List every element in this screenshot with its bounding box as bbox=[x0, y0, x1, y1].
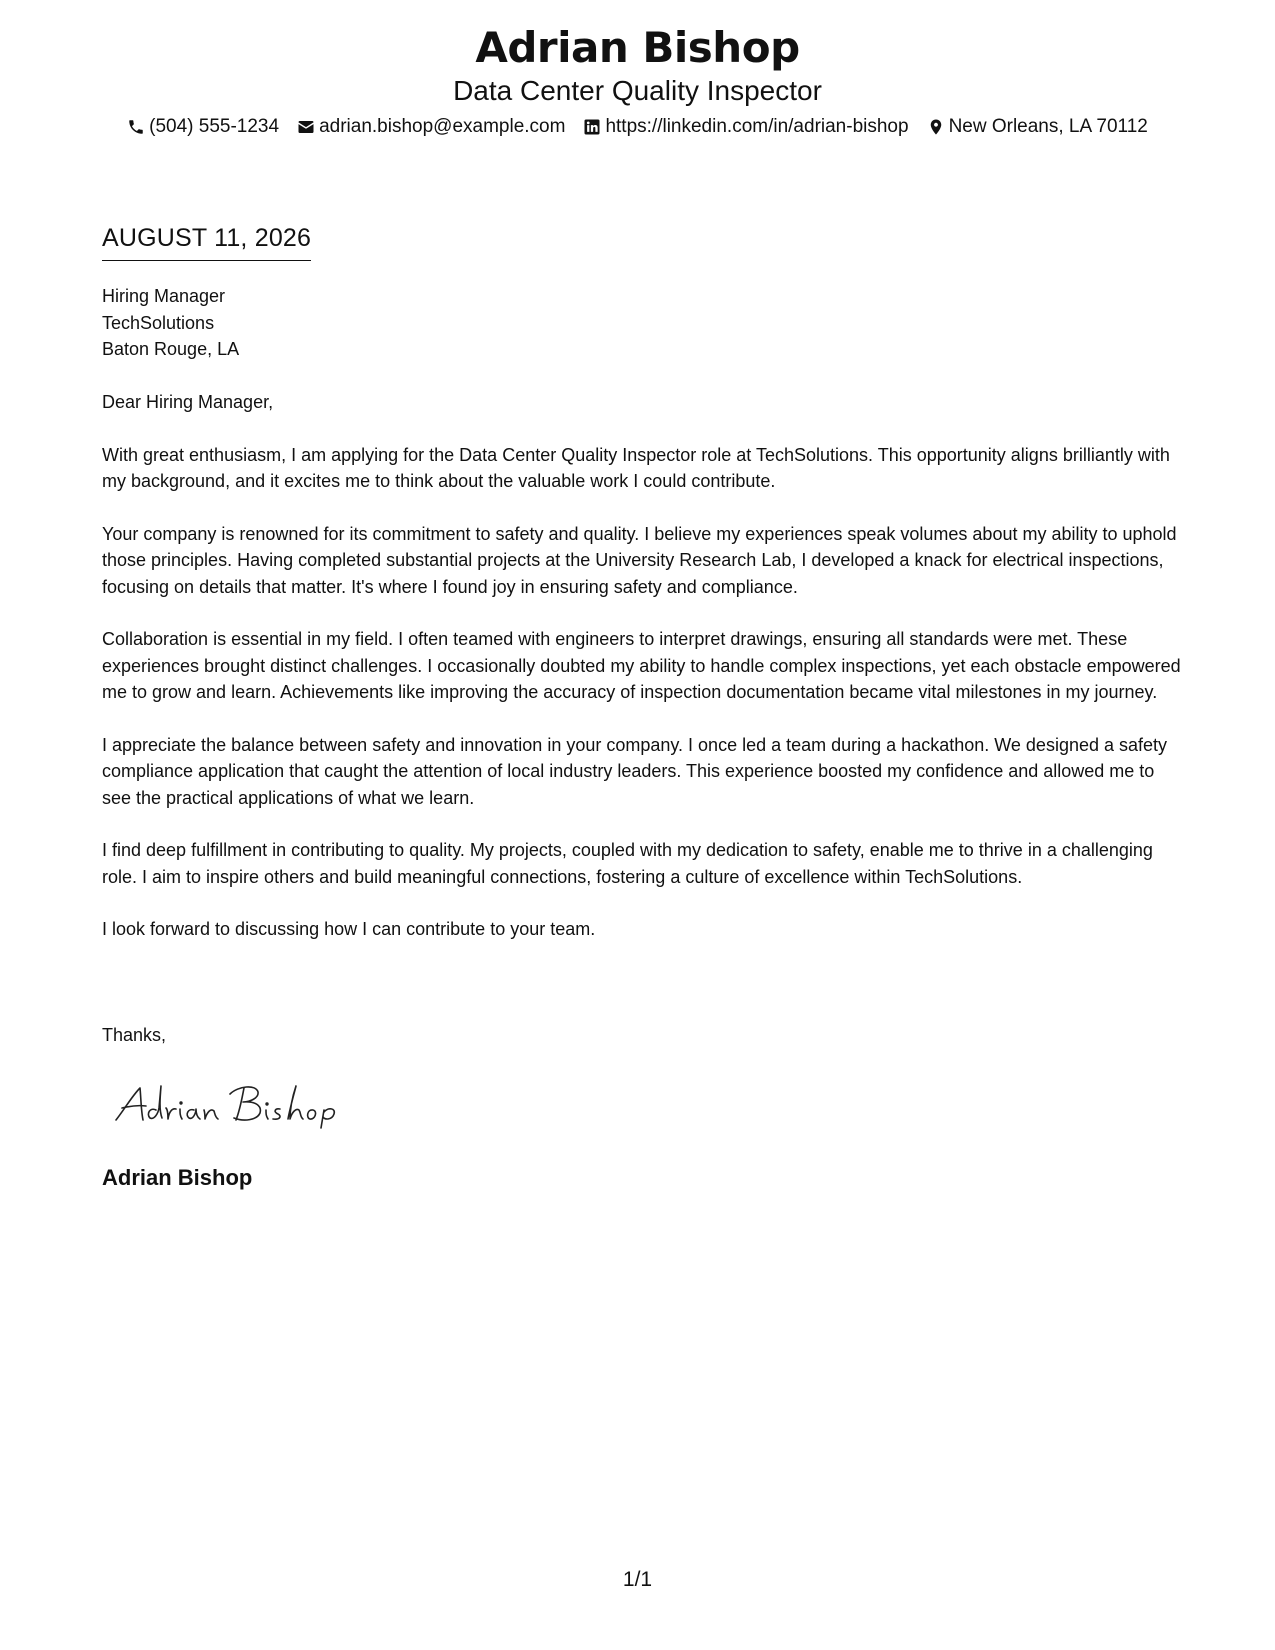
body-paragraph: I appreciate the balance between safety and innovation in your company. I once led a team during a hackathon. We designed a safety compliance application that caught the attention of local industry leaders. This experience boosted my confidence and allowed me to see the practical applications of what we learn. bbox=[102, 734, 1168, 808]
recipient-location: Baton Rouge, LA bbox=[102, 339, 240, 359]
email-text: adrian.bishop@example.com bbox=[319, 116, 566, 137]
contact-email[interactable] bbox=[297, 114, 565, 140]
contact-bar bbox=[0, 114, 1275, 140]
map-marker-icon bbox=[927, 118, 945, 136]
body-paragraph: Your company is renowned for its commitment to safety and quality. I believe my experiences speak volumes about my ability to uphold those principles. Having completed substantial projects at the University Research Lab, I developed a knack for electrical inspections, focusing on details that matter. It's where I found joy in ensuring safety and compliance. bbox=[102, 523, 1177, 597]
contact-location[interactable] bbox=[927, 114, 1148, 140]
recipient-block bbox=[102, 283, 239, 363]
contact-linkedin[interactable] bbox=[583, 114, 908, 140]
phone-text: (504) 555-1234 bbox=[149, 116, 280, 137]
letter-body bbox=[102, 389, 1182, 969]
closing: Thanks, bbox=[102, 1025, 167, 1045]
recipient-company: TechSolutions bbox=[102, 312, 215, 333]
body-paragraph: With great enthusiasm, I am applying for the Data Center Quality Inspector role at TechSolutions. This opportunity aligns brilliantly with my background, and it excites me to think about the valuable work I could contribute. bbox=[102, 444, 1170, 491]
salutation: Dear Hiring Manager, bbox=[102, 392, 274, 412]
body-paragraph: Collaboration is essential in my field. I often teamed with engineers to interpret drawings, ensuring all standards were met. These experiences brought distinct challenges. I occasionally doubted my ability to handle complex inspections, yet each obstacle empowered me to grow and learn. Achievements like improving the accuracy of inspection documentation became vital milestones in my journey. bbox=[102, 629, 1181, 702]
linkedin-text: https://linkedin.com/in/adrian-bishop bbox=[605, 116, 909, 137]
handwritten-signature bbox=[110, 1080, 350, 1130]
applicant-name: Adrian Bishop bbox=[475, 23, 800, 72]
page-number: 1/1 bbox=[622, 1568, 653, 1591]
signature-name: Adrian Bishop bbox=[102, 1165, 253, 1190]
letter-header bbox=[0, 22, 1275, 140]
body-paragraph: I find deep fulfillment in contributing to quality. My projects, coupled with my dedication to safety, enable me to thrive in a challenging role. I aim to inspire others and build meaningful connections, fostering a culture of excellence within TechSolutions. bbox=[102, 840, 1153, 887]
phone-icon bbox=[127, 118, 145, 136]
recipient-name: Hiring Manager bbox=[102, 286, 226, 306]
body-paragraph: I look forward to discussing how I can contribute to your team. bbox=[102, 919, 596, 939]
envelope-icon bbox=[297, 118, 315, 136]
contact-phone[interactable] bbox=[127, 114, 279, 140]
letter-date: AUGUST 11, 2026 bbox=[102, 222, 311, 261]
job-title: Data Center Quality Inspector bbox=[453, 75, 822, 106]
location-text: New Orleans, LA 70112 bbox=[948, 116, 1148, 137]
linkedin-icon bbox=[583, 118, 601, 136]
